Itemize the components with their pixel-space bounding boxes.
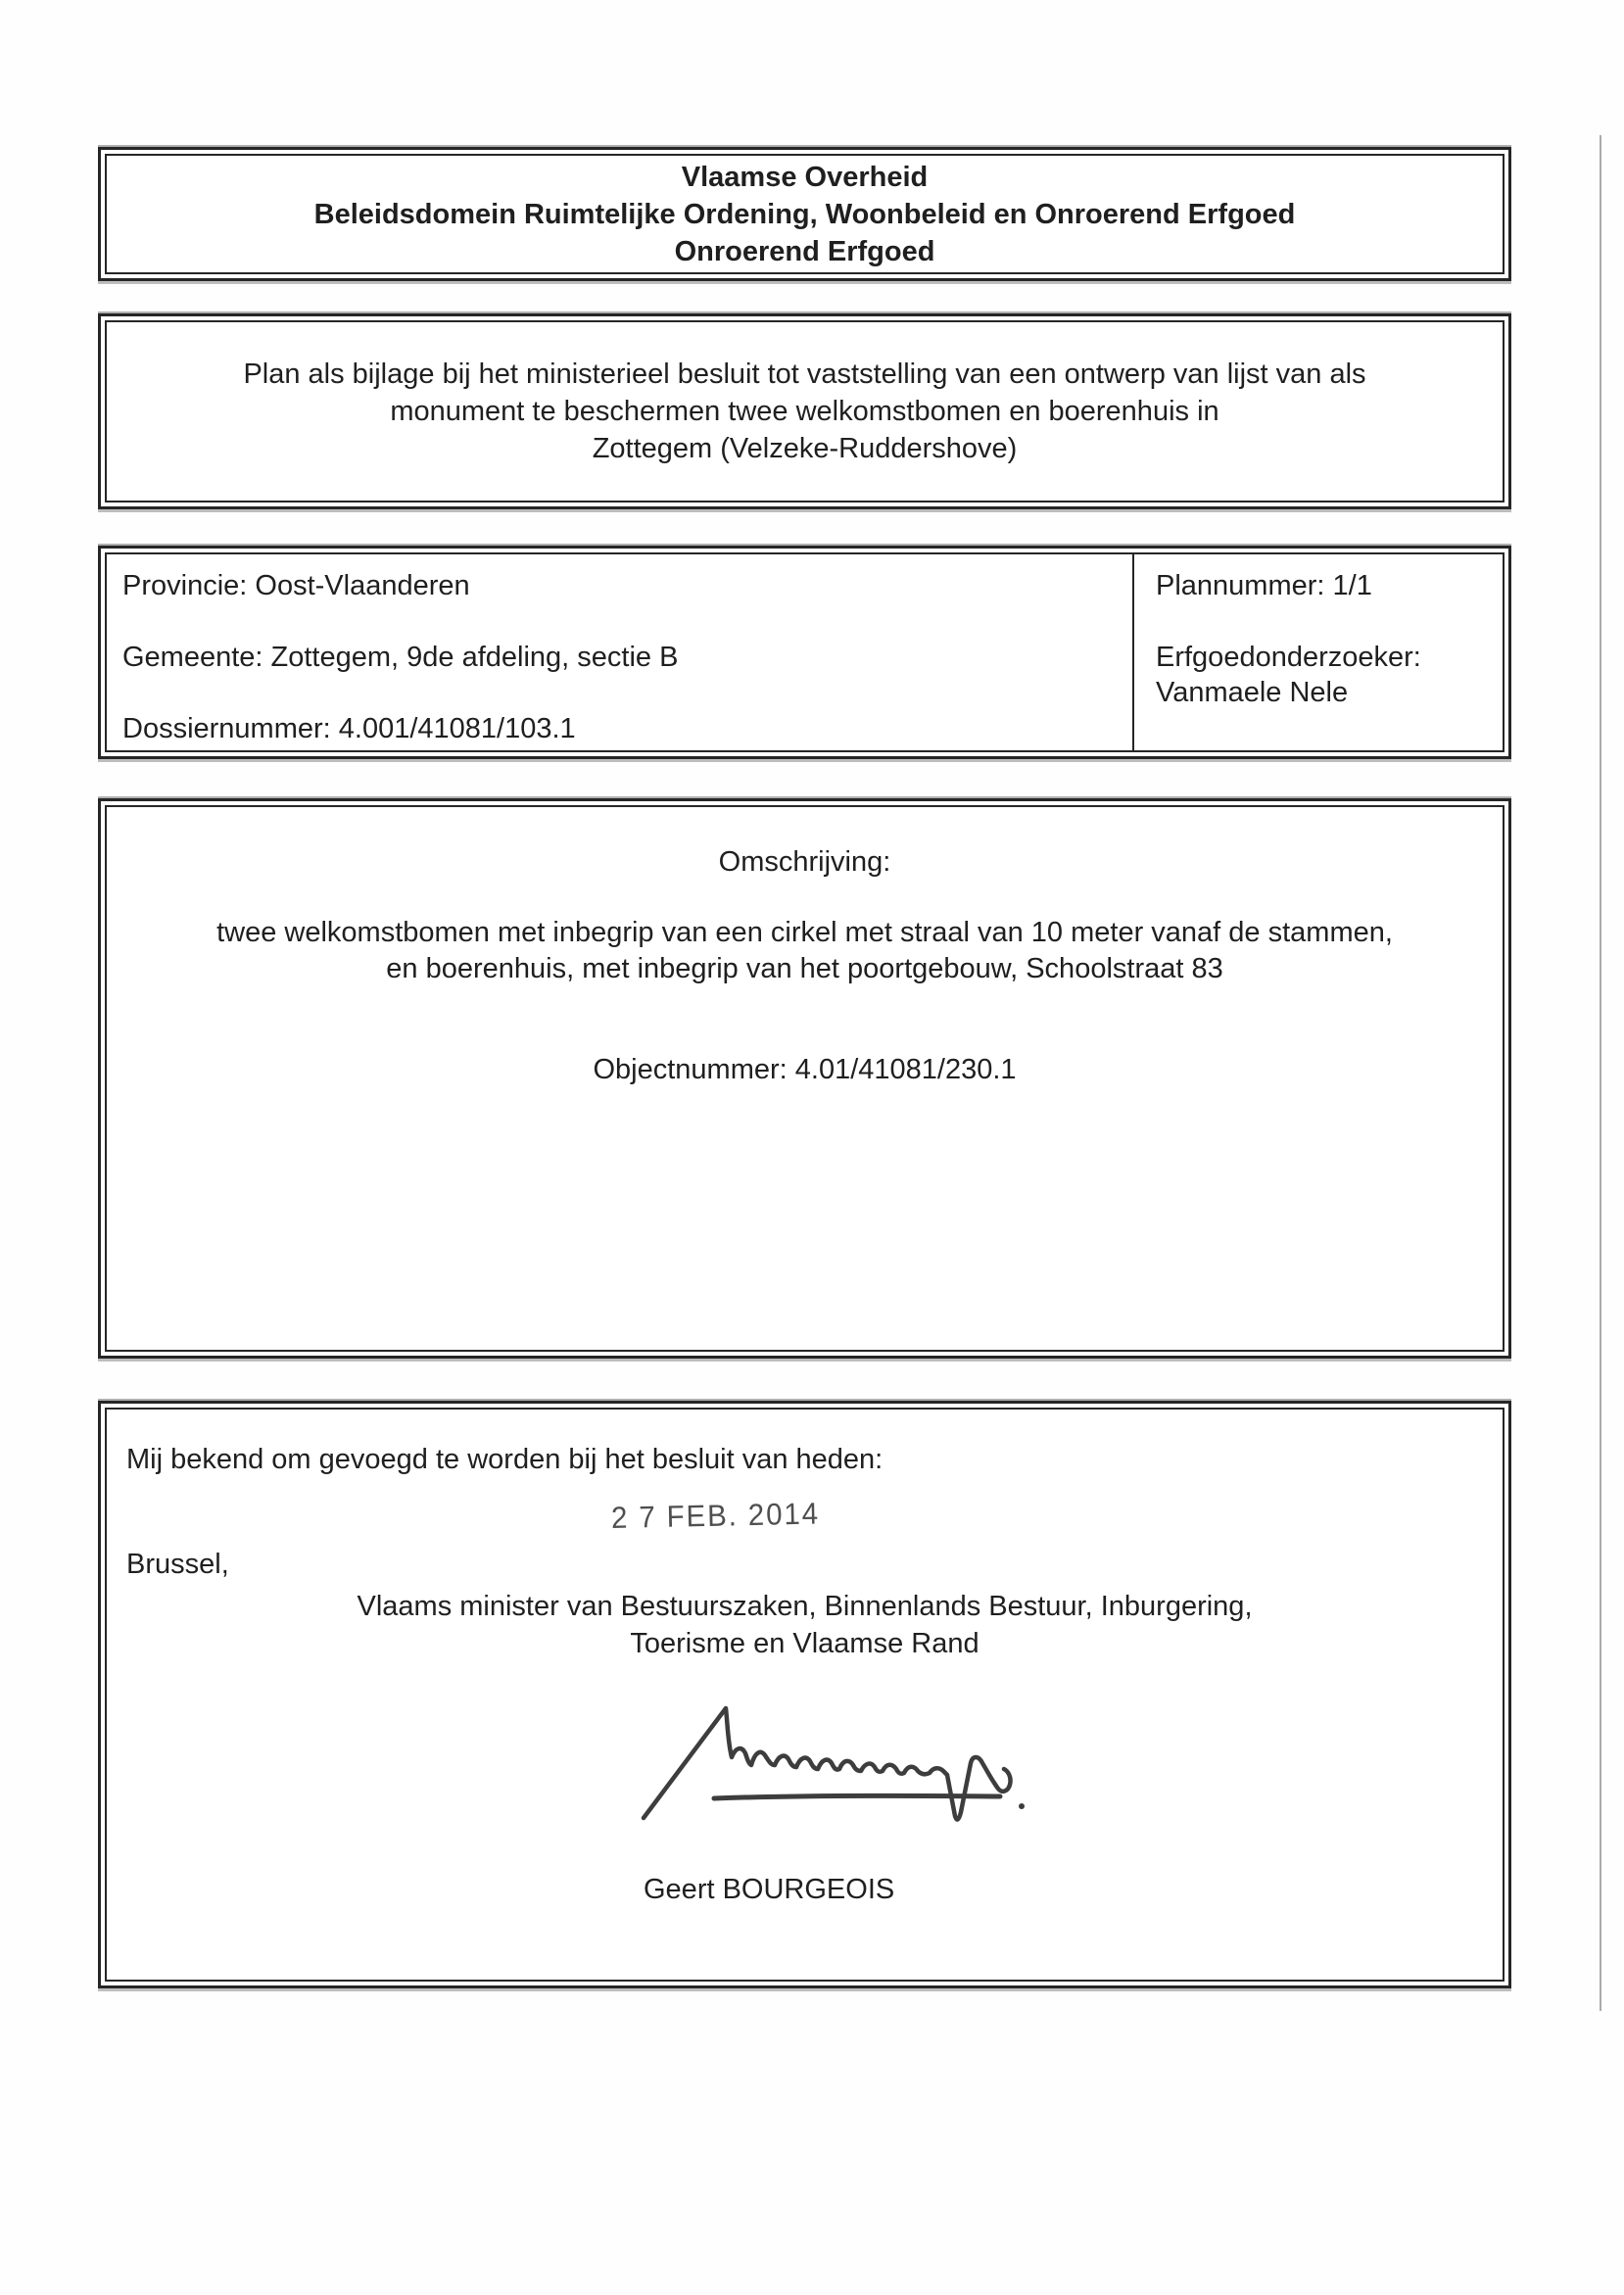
provincie-field: Provincie: Oost-Vlaanderen — [122, 570, 470, 601]
header-box — [98, 147, 1511, 281]
info-right-column — [1134, 554, 1503, 710]
description-heading: Omschrijving: — [718, 846, 891, 878]
plan-title-line2: monument te beschermen twee welkomstbomen en boerenhuis in — [390, 396, 1219, 427]
erfgoedonderzoeker-label: Erfgoedonderzoeker: — [1156, 642, 1421, 673]
dossiernummer-field: Dossiernummer: 4.001/41081/103.1 — [122, 713, 576, 744]
statement-text: Mij bekend om gevoegd te worden bij het besluit van heden: — [126, 1444, 884, 1475]
date-stamp: 2 7 FEB. 2014 — [610, 1496, 821, 1535]
signature-box — [98, 1401, 1511, 1988]
org-division: Onroerend Erfgoed — [674, 235, 935, 267]
info-box-border — [105, 552, 1505, 752]
signature-image — [636, 1698, 1037, 1831]
minister-title-line2: Toerisme en Vlaamse Rand — [630, 1628, 979, 1659]
gemeente-field: Gemeente: Zottegem, 9de afdeling, sectie B — [122, 642, 679, 673]
header-box-border — [105, 154, 1505, 274]
signer-name: Geert BOURGEOIS — [644, 1874, 895, 1905]
org-title: Vlaamse Overheid — [681, 161, 929, 193]
description-line1: twee welkomstbomen met inbegrip van een cirkel met straal van 10 meter vanaf de stammen, — [216, 917, 1393, 948]
description-box-border — [105, 805, 1505, 1352]
minister-title-line1: Vlaams minister van Bestuurszaken, Binnenlands Bestuur, Inburgering, — [357, 1591, 1253, 1622]
objectnummer-field: Objectnummer: 4.01/41081/230.1 — [593, 1054, 1017, 1085]
plan-title-box-border — [105, 320, 1505, 502]
info-left-column — [107, 554, 1134, 750]
plan-title-box — [98, 313, 1511, 509]
plan-title-line3: Zottegem (Velzeke-Ruddershove) — [592, 433, 1018, 464]
description-box — [98, 798, 1511, 1359]
place-text: Brussel, — [126, 1549, 229, 1580]
org-department: Beleidsdomein Ruimtelijke Ordening, Woonbeleid en Onroerend Erfgoed — [313, 198, 1296, 230]
scan-edge-line — [1600, 135, 1601, 2011]
description-line2: en boerenhuis, met inbegrip van het poortgebouw, Schoolstraat 83 — [386, 953, 1223, 984]
info-box — [98, 546, 1511, 759]
plannummer-field: Plannummer: 1/1 — [1156, 570, 1372, 601]
plan-title-line1: Plan als bijlage bij het ministerieel besluit tot vaststelling van een ontwerp van lijst van als — [243, 359, 1366, 390]
erfgoedonderzoeker-name: Vanmaele Nele — [1156, 677, 1349, 708]
signature-box-border — [105, 1408, 1505, 1982]
